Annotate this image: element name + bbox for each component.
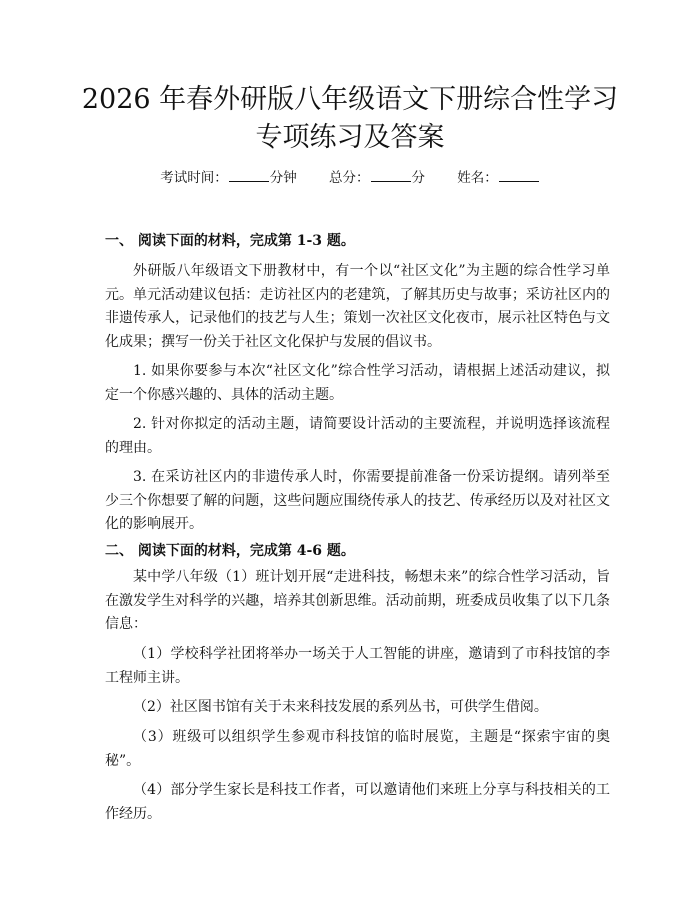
question-1: 1. 如果你要参与本次“社区文化”综合性学习活动，请根据上述活动建议，拟定一个你感兴趣的、具体的活动主题。: [105, 363, 610, 403]
section-1-heading: 一、 阅读下面的材料，完成第 1-3 题。: [105, 233, 355, 249]
exam-score-unit: 分: [411, 170, 425, 186]
student-name-blank: [499, 168, 539, 182]
exam-info: [0, 168, 700, 188]
student-name-label: 姓名：: [457, 170, 498, 186]
section-2-heading: 二、 阅读下面的材料，完成第 4-6 题。: [105, 543, 355, 559]
document-title-line-2: 专项练习及答案: [255, 122, 445, 153]
exam-time-blank: [229, 168, 269, 182]
info-item-2: （2）社区图书馆有关于未来科技发展的系列丛书，可供学生借阅。: [133, 699, 548, 715]
exam-time: [160, 170, 297, 186]
info-item-3: （3）班级可以组织学生参观市科技馆的临时展览，主题是“探索宇宙的奥秘”。: [105, 729, 610, 769]
exam-score-blank: [371, 168, 411, 182]
info-item-1: （1）学校科学社团将举办一场关于人工智能的讲座，邀请到了市科技馆的李工程师主讲。: [105, 646, 610, 686]
question-3: 3. 在采访社区内的非遗传承人时，你需要提前准备一份采访提纲。请列举至少三个你想要了解的问题，这些问题应围绕传承人的技艺、传承经历以及对社区文化的影响展开。: [105, 469, 610, 532]
exam-score: [329, 170, 425, 186]
exam-time-unit: 分钟: [269, 170, 297, 186]
section-2-material: 某中学八年级（1）班计划开展“走进科技，畅想未来”的综合性学习活动，旨在激发学生对科学的兴趣，培养其创新思维。活动前期，班委成员收集了以下几条信息：: [105, 569, 610, 632]
document-title-line-1: 2026 年春外研版八年级语文下册综合性学习: [81, 84, 619, 115]
student-name: [457, 170, 540, 186]
exam-score-label: 总分：: [329, 170, 370, 186]
info-item-4: （4）部分学生家长是科技工作者，可以邀请他们来班上分享与科技相关的工作经历。: [105, 782, 610, 822]
question-2: 2. 针对你拟定的活动主题，请简要设计活动的主要流程，并说明选择该流程的理由。: [105, 416, 610, 456]
exam-time-label: 考试时间：: [160, 170, 228, 186]
section-1-material: 外研版八年级语文下册教材中，有一个以“社区文化”为主题的综合性学习单元。单元活动建议包括：走访社区内的老建筑，了解其历史与故事；采访社区内的非遗传承人，记录他们的技艺与人生；策划一次社区文化夜市，展示社区特色与文化成果；撰写一份关于社区文化保护与发展的倡议书。: [105, 263, 610, 350]
